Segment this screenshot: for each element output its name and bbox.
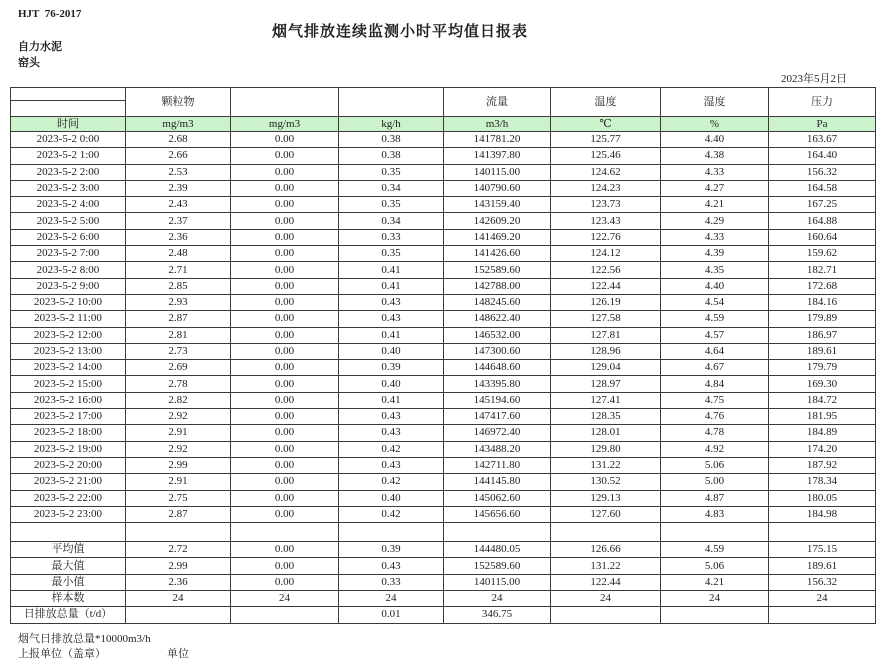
table-cell: 128.96 (551, 343, 661, 359)
summary-row (11, 542, 876, 558)
table-cell: 140790.60 (444, 180, 551, 196)
unit-cell-pa: Pa (769, 117, 876, 132)
hourly-data-row (11, 164, 876, 180)
table-cell: 127.60 (551, 506, 661, 522)
table-body (11, 132, 876, 624)
table-cell: 2.82 (126, 392, 231, 408)
table-cell: 156.32 (769, 164, 876, 180)
table-cell (126, 523, 231, 542)
table-cell: 4.78 (661, 425, 769, 441)
table-cell: 2.87 (126, 311, 231, 327)
table-cell: 180.05 (769, 490, 876, 506)
unit-cell-kgh: kg/h (339, 117, 444, 132)
table-cell: 0.41 (339, 262, 444, 278)
table-cell (11, 523, 126, 542)
table-cell: 0.42 (339, 441, 444, 457)
table-cell: 172.68 (769, 278, 876, 294)
table-cell: 189.61 (769, 558, 876, 574)
spacer-row (11, 523, 876, 542)
table-cell: 147417.60 (444, 409, 551, 425)
table-cell: 2023-5-2 21:00 (11, 474, 126, 490)
table-cell (339, 523, 444, 542)
summary-row (11, 591, 876, 607)
table-cell: 0.01 (339, 607, 444, 623)
pollutant-header-empty (339, 88, 444, 117)
table-cell: 0.00 (231, 490, 339, 506)
table-cell: 2.71 (126, 262, 231, 278)
header-empty-cell (11, 101, 126, 117)
table-cell: 129.04 (551, 360, 661, 376)
table-cell: 0.00 (231, 360, 339, 376)
table-cell: 0.00 (231, 542, 339, 558)
summary-row (11, 558, 876, 574)
table-cell: 2023-5-2 5:00 (11, 213, 126, 229)
table-cell: 0.33 (339, 229, 444, 245)
table-cell: 184.72 (769, 392, 876, 408)
table-cell: 2023-5-2 10:00 (11, 294, 126, 310)
table-cell: 160.64 (769, 229, 876, 245)
table-cell: 145062.60 (444, 490, 551, 506)
table-cell: 128.97 (551, 376, 661, 392)
table-cell: 127.58 (551, 311, 661, 327)
monitoring-point-name: 窑头 (18, 57, 40, 69)
table-cell: 2.99 (126, 457, 231, 473)
table-cell: 0.00 (231, 311, 339, 327)
table-cell: 2023-5-2 9:00 (11, 278, 126, 294)
table-cell: 123.73 (551, 197, 661, 213)
table-cell: 124.23 (551, 180, 661, 196)
table-cell: 140115.00 (444, 574, 551, 590)
table-cell: 129.13 (551, 490, 661, 506)
table-cell: 4.76 (661, 409, 769, 425)
table-cell: 0.41 (339, 392, 444, 408)
hourly-data-row (11, 343, 876, 359)
page-title: 烟气排放连续监测小时平均值日报表 (271, 24, 528, 40)
table-cell: 4.39 (661, 246, 769, 262)
table-cell: 0.43 (339, 294, 444, 310)
daily-emission-note: 烟气日排放总量*10000m3/h (18, 633, 151, 645)
table-cell: 0.40 (339, 343, 444, 359)
table-cell: 131.22 (551, 457, 661, 473)
table-cell: 0.39 (339, 542, 444, 558)
table-cell (769, 523, 876, 542)
table-cell: 2.93 (126, 294, 231, 310)
summary-row (11, 607, 876, 623)
table-cell: 146532.00 (444, 327, 551, 343)
unit-cell-celsius: ℃ (551, 117, 661, 132)
table-cell: 2.37 (126, 213, 231, 229)
table-cell: 2023-5-2 8:00 (11, 262, 126, 278)
table-cell: 4.67 (661, 360, 769, 376)
table-cell (231, 607, 339, 623)
table-cell: 124.12 (551, 246, 661, 262)
table-cell: 124.62 (551, 164, 661, 180)
hourly-data-row (11, 327, 876, 343)
table-cell: 平均值 (11, 542, 126, 558)
unit-label: 单位 (167, 648, 189, 660)
table-cell: 0.33 (339, 574, 444, 590)
table-cell: 2.66 (126, 148, 231, 164)
table-cell: 2.75 (126, 490, 231, 506)
hourly-data-row (11, 132, 876, 148)
unit-cell-mgm3: mg/m3 (231, 117, 339, 132)
table-cell: 0.40 (339, 376, 444, 392)
table-cell: 142711.80 (444, 457, 551, 473)
summary-row (11, 574, 876, 590)
table-cell: 128.01 (551, 425, 661, 441)
table-cell: 0.41 (339, 327, 444, 343)
table-cell: 164.88 (769, 213, 876, 229)
table-cell: 4.59 (661, 311, 769, 327)
table-cell: 2023-5-2 11:00 (11, 311, 126, 327)
table-cell: 147300.60 (444, 343, 551, 359)
table-cell: 0.00 (231, 180, 339, 196)
header-empty-cell (11, 88, 126, 101)
table-cell: 164.40 (769, 148, 876, 164)
table-cell: 0.00 (231, 164, 339, 180)
table-cell: 0.00 (231, 574, 339, 590)
table-cell (551, 607, 661, 623)
pollutant-header-humidity: 湿度 (661, 88, 769, 117)
table-cell: 0.35 (339, 246, 444, 262)
table-cell: 2.72 (126, 542, 231, 558)
table-cell: 126.66 (551, 542, 661, 558)
table-cell: 0.00 (231, 148, 339, 164)
table-cell: 4.64 (661, 343, 769, 359)
table-cell: 145656.60 (444, 506, 551, 522)
table-cell: 179.79 (769, 360, 876, 376)
pollutant-header-flow: 流量 (444, 88, 551, 117)
table-cell (551, 523, 661, 542)
table-cell: 0.00 (231, 506, 339, 522)
table-cell: 5.06 (661, 457, 769, 473)
hourly-data-row (11, 392, 876, 408)
table-cell: 144648.60 (444, 360, 551, 376)
table-cell: 0.00 (231, 246, 339, 262)
table-cell: 0.00 (231, 474, 339, 490)
table-cell: 167.25 (769, 197, 876, 213)
hourly-data-row (11, 213, 876, 229)
hourly-data-row (11, 490, 876, 506)
table-cell: 0.38 (339, 132, 444, 148)
table-cell: 128.35 (551, 409, 661, 425)
table-cell: 2.78 (126, 376, 231, 392)
table-cell: 184.89 (769, 425, 876, 441)
table-cell: 2.92 (126, 441, 231, 457)
table-cell: 24 (339, 591, 444, 607)
table-cell: 0.43 (339, 311, 444, 327)
table-cell: 2.87 (126, 506, 231, 522)
table-cell: 0.00 (231, 327, 339, 343)
table-cell: 0.00 (231, 376, 339, 392)
table-cell: 141469.20 (444, 229, 551, 245)
table-cell: 175.15 (769, 542, 876, 558)
table-cell: 5.00 (661, 474, 769, 490)
table-cell: 123.43 (551, 213, 661, 229)
table-cell (231, 523, 339, 542)
hourly-data-row (11, 474, 876, 490)
table-cell: 4.57 (661, 327, 769, 343)
table-cell: 179.89 (769, 311, 876, 327)
table-cell: 122.44 (551, 278, 661, 294)
table-cell: 125.46 (551, 148, 661, 164)
table-cell: 0.00 (231, 229, 339, 245)
pollutant-header-empty (231, 88, 339, 117)
table-cell: 2.69 (126, 360, 231, 376)
table-cell: 4.33 (661, 164, 769, 180)
hourly-data-row (11, 294, 876, 310)
table-cell: 122.56 (551, 262, 661, 278)
table-cell: 0.00 (231, 441, 339, 457)
table-cell: 148245.60 (444, 294, 551, 310)
table-cell: 0.00 (231, 409, 339, 425)
table-cell: 2023-5-2 3:00 (11, 180, 126, 196)
table-cell (661, 607, 769, 623)
table-cell: 148622.40 (444, 311, 551, 327)
table-cell: 0.00 (231, 197, 339, 213)
table-cell: 130.52 (551, 474, 661, 490)
table-cell: 0.35 (339, 164, 444, 180)
table-cell: 0.00 (231, 262, 339, 278)
table-cell: 0.43 (339, 409, 444, 425)
unit-cell-percent: % (661, 117, 769, 132)
table-cell: 0.43 (339, 558, 444, 574)
table-cell: 144145.80 (444, 474, 551, 490)
table-cell: 4.21 (661, 574, 769, 590)
table-cell: 144480.05 (444, 542, 551, 558)
pollutant-header-particulate: 颗粒物 (126, 88, 231, 117)
table-cell: 4.59 (661, 542, 769, 558)
table-cell: 24 (126, 591, 231, 607)
table-cell: 0.42 (339, 474, 444, 490)
hourly-data-row (11, 246, 876, 262)
table-cell: 2023-5-2 23:00 (11, 506, 126, 522)
table-cell: 2023-5-2 2:00 (11, 164, 126, 180)
table-cell: 24 (444, 591, 551, 607)
hourly-data-row (11, 457, 876, 473)
table-cell: 2023-5-2 16:00 (11, 392, 126, 408)
hourly-data-row (11, 441, 876, 457)
table-cell: 样本数 (11, 591, 126, 607)
table-cell: 最大值 (11, 558, 126, 574)
table-cell: 0.35 (339, 197, 444, 213)
table-cell: 141426.60 (444, 246, 551, 262)
unit-cell-mgm3: mg/m3 (126, 117, 231, 132)
table-cell: 141397.80 (444, 148, 551, 164)
report-date: 2023年5月2日 (781, 73, 847, 85)
report-unit-seal-label: 上报单位（盖章） (18, 648, 106, 660)
table-cell: 0.00 (231, 558, 339, 574)
table-cell (661, 523, 769, 542)
table-cell: 2023-5-2 7:00 (11, 246, 126, 262)
hourly-data-row (11, 180, 876, 196)
table-cell: 125.77 (551, 132, 661, 148)
company-name: 自力水泥 (18, 41, 62, 53)
table-cell: 182.71 (769, 262, 876, 278)
table-cell: 140115.00 (444, 164, 551, 180)
table-cell: 181.95 (769, 409, 876, 425)
table-cell: 4.87 (661, 490, 769, 506)
table-cell: 159.62 (769, 246, 876, 262)
table-cell: 4.75 (661, 392, 769, 408)
table-cell: 186.97 (769, 327, 876, 343)
table-cell: 4.84 (661, 376, 769, 392)
table-cell: 2023-5-2 18:00 (11, 425, 126, 441)
table-cell (769, 607, 876, 623)
table-cell: 143395.80 (444, 376, 551, 392)
table-cell: 129.80 (551, 441, 661, 457)
table-cell: 122.44 (551, 574, 661, 590)
table-cell: 4.83 (661, 506, 769, 522)
table-cell: 0.00 (231, 392, 339, 408)
table-cell: 2.39 (126, 180, 231, 196)
table-cell: 0.00 (231, 132, 339, 148)
table-cell: 152589.60 (444, 558, 551, 574)
table-cell: 2.36 (126, 574, 231, 590)
table-cell (444, 523, 551, 542)
table-cell: 131.22 (551, 558, 661, 574)
table-cell: 2.91 (126, 474, 231, 490)
table-cell: 日排放总量（t/d） (11, 607, 126, 623)
table-cell: 0.00 (231, 213, 339, 229)
table-cell: 0.34 (339, 180, 444, 196)
unit-cell-m3h: m3/h (444, 117, 551, 132)
table-cell: 141781.20 (444, 132, 551, 148)
unit-header-row (11, 117, 876, 132)
table-cell: 2023-5-2 12:00 (11, 327, 126, 343)
table-cell: 0.34 (339, 213, 444, 229)
table-cell: 163.67 (769, 132, 876, 148)
table-cell: 4.40 (661, 278, 769, 294)
table-cell: 143159.40 (444, 197, 551, 213)
hourly-data-row (11, 409, 876, 425)
table-cell: 0.39 (339, 360, 444, 376)
hourly-data-row (11, 278, 876, 294)
hourly-data-row (11, 262, 876, 278)
table-cell: 4.38 (661, 148, 769, 164)
table-cell: 2023-5-2 1:00 (11, 148, 126, 164)
table-cell: 4.33 (661, 229, 769, 245)
table-cell: 4.35 (661, 262, 769, 278)
table-cell: 184.16 (769, 294, 876, 310)
table-cell: 2.43 (126, 197, 231, 213)
hourly-data-row (11, 506, 876, 522)
table-cell: 0.00 (231, 294, 339, 310)
table-cell: 2.85 (126, 278, 231, 294)
table-cell: 127.81 (551, 327, 661, 343)
table-cell: 2023-5-2 0:00 (11, 132, 126, 148)
table-cell: 2023-5-2 15:00 (11, 376, 126, 392)
table-cell: 0.40 (339, 490, 444, 506)
table-cell: 156.32 (769, 574, 876, 590)
table-cell: 0.00 (231, 425, 339, 441)
table-cell: 0.38 (339, 148, 444, 164)
table-cell: 2.81 (126, 327, 231, 343)
table-cell: 184.98 (769, 506, 876, 522)
hourly-data-row (11, 148, 876, 164)
table-cell: 2.91 (126, 425, 231, 441)
hourly-data-row (11, 360, 876, 376)
table-cell: 4.21 (661, 197, 769, 213)
table-cell: 2.68 (126, 132, 231, 148)
table-cell: 2023-5-2 19:00 (11, 441, 126, 457)
hourly-data-row (11, 425, 876, 441)
hourly-data-row (11, 197, 876, 213)
standard-code: HJT 76-2017 (18, 8, 82, 20)
table-cell: 187.92 (769, 457, 876, 473)
table-cell: 189.61 (769, 343, 876, 359)
table-cell: 4.40 (661, 132, 769, 148)
table-cell: 24 (231, 591, 339, 607)
table-cell: 178.34 (769, 474, 876, 490)
table-cell: 142609.20 (444, 213, 551, 229)
table-cell: 2.48 (126, 246, 231, 262)
table-cell: 143488.20 (444, 441, 551, 457)
table-cell: 24 (551, 591, 661, 607)
table-cell: 0.00 (231, 457, 339, 473)
table-cell: 24 (661, 591, 769, 607)
table-cell: 0.00 (231, 278, 339, 294)
table-cell: 4.54 (661, 294, 769, 310)
table-cell: 2023-5-2 13:00 (11, 343, 126, 359)
table-cell: 346.75 (444, 607, 551, 623)
table-cell: 0.41 (339, 278, 444, 294)
table-cell: 2.36 (126, 229, 231, 245)
table-cell: 164.58 (769, 180, 876, 196)
table-cell: 122.76 (551, 229, 661, 245)
table-cell: 2023-5-2 6:00 (11, 229, 126, 245)
table-cell: 4.27 (661, 180, 769, 196)
table-cell: 2023-5-2 22:00 (11, 490, 126, 506)
table-cell (126, 607, 231, 623)
table-cell: 最小值 (11, 574, 126, 590)
table-cell: 126.19 (551, 294, 661, 310)
table-cell: 2023-5-2 17:00 (11, 409, 126, 425)
table-cell: 4.29 (661, 213, 769, 229)
table-cell: 2.73 (126, 343, 231, 359)
pollutant-header-pressure: 压力 (769, 88, 876, 117)
table-cell: 0.42 (339, 506, 444, 522)
table-cell: 2.92 (126, 409, 231, 425)
table-cell: 24 (769, 591, 876, 607)
table-cell: 142788.00 (444, 278, 551, 294)
unit-cell-time: 时间 (11, 117, 126, 132)
table-cell: 2023-5-2 20:00 (11, 457, 126, 473)
table-cell: 0.00 (231, 343, 339, 359)
table-cell: 145194.60 (444, 392, 551, 408)
table-cell: 5.06 (661, 558, 769, 574)
hourly-data-row (11, 229, 876, 245)
table-cell: 146972.40 (444, 425, 551, 441)
table-cell: 2023-5-2 4:00 (11, 197, 126, 213)
table-cell: 174.20 (769, 441, 876, 457)
table-cell: 127.41 (551, 392, 661, 408)
table-cell: 0.43 (339, 425, 444, 441)
table-cell: 2.53 (126, 164, 231, 180)
table-cell: 2.99 (126, 558, 231, 574)
hourly-data-row (11, 311, 876, 327)
table-cell: 0.43 (339, 457, 444, 473)
hourly-data-row (11, 376, 876, 392)
data-table (10, 87, 876, 624)
table-cell: 2023-5-2 14:00 (11, 360, 126, 376)
table-cell: 169.30 (769, 376, 876, 392)
table-cell: 152589.60 (444, 262, 551, 278)
table-row (11, 88, 876, 101)
table-cell: 4.92 (661, 441, 769, 457)
pollutant-header-temperature: 温度 (551, 88, 661, 117)
